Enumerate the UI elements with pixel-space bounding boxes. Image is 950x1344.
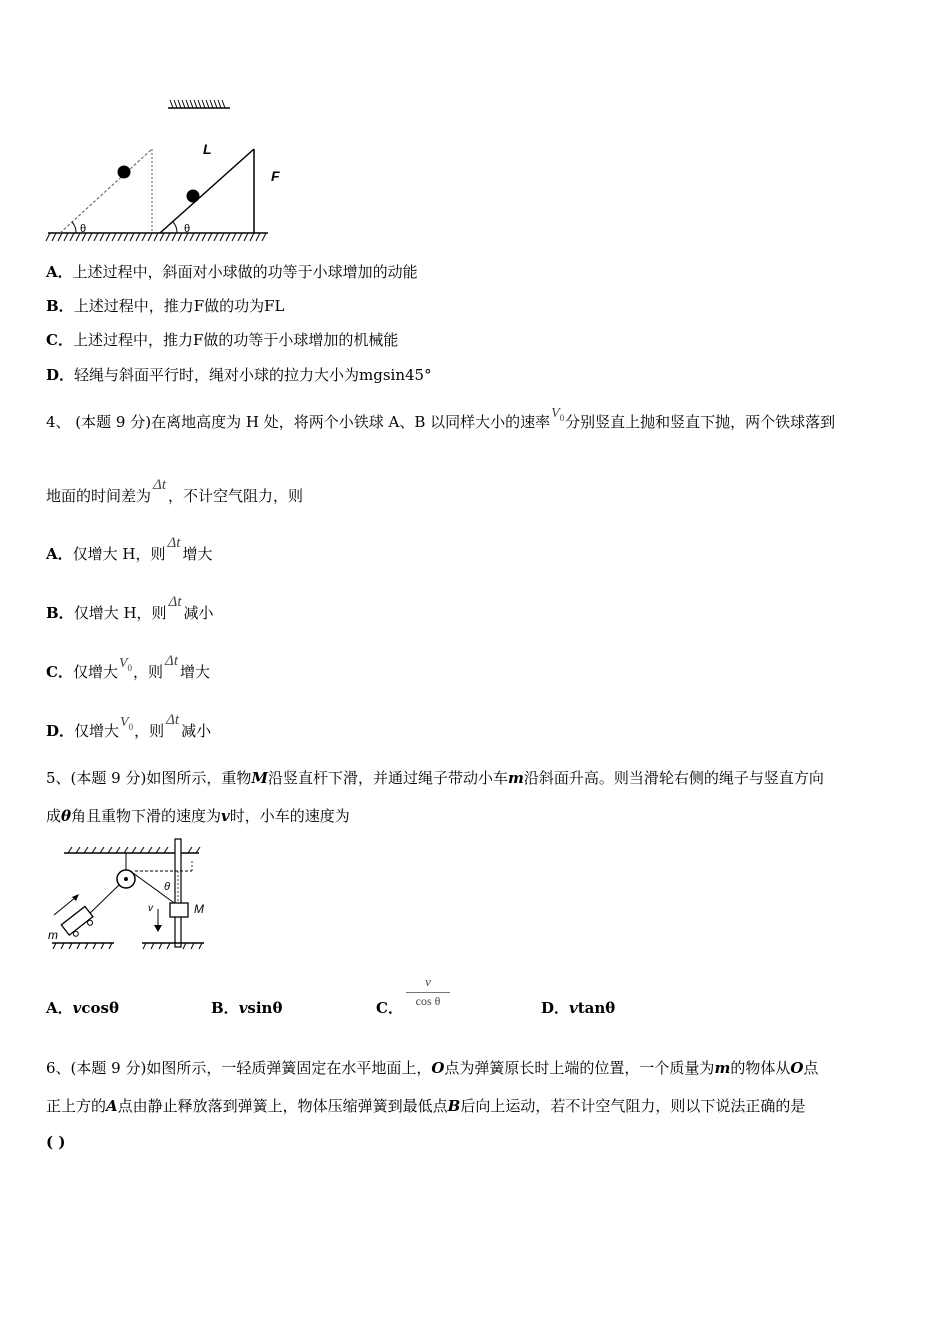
q4-option-a: A．仅增大 H，则Δt增大 bbox=[46, 535, 213, 563]
q3-option-a: A．上述过程中，斜面对小球做的功等于小球增加的动能 bbox=[46, 263, 418, 281]
incline-figure bbox=[40, 95, 280, 250]
q6-answer-blank: ( ) bbox=[46, 1133, 66, 1151]
svg-text:M: M bbox=[194, 902, 204, 916]
q5-option-c: C． bbox=[376, 999, 403, 1017]
ball-final bbox=[187, 190, 200, 203]
q3-option-c: C．上述过程中，推力F做的功等于小球增加的机械能 bbox=[46, 331, 399, 349]
svg-text:θ: θ bbox=[164, 881, 170, 893]
svg-text:v: v bbox=[148, 903, 153, 914]
q5-option-c-fraction: v cos θ bbox=[406, 974, 450, 1009]
svg-text:θ: θ bbox=[184, 223, 191, 235]
q3-option-b: B．上述过程中，推力F做的功为FL bbox=[46, 297, 285, 315]
q4-option-b: B．仅增大 H，则Δt减小 bbox=[46, 594, 214, 622]
q4-stem-line1: 4、 (本题 9 分)在离地高度为 H 处，将两个小铁球 A、B 以同样大小的速率$V_0$分别竖直上抛和竖直下抛，两个铁球落到 bbox=[46, 406, 836, 431]
q5-stem-line2: 成θ角且重物下滑的速度为v时，小车的速度为 bbox=[46, 807, 350, 825]
pulley-figure bbox=[44, 835, 214, 957]
q5-stem-line1: 5、(本题 9 分)如图所示，重物M沿竖直杆下滑，并通过绳子带动小车m沿斜面升高。则当滑轮右侧的绳子与竖直方向 bbox=[46, 769, 824, 787]
q5-option-a: A．vcosθ bbox=[46, 999, 119, 1017]
ball-initial bbox=[118, 166, 131, 179]
q4-option-c: C．仅增大$V_0$，则Δt增大 bbox=[46, 653, 211, 681]
q4-stem-line2: 地面的时间差为Δt，不计空气阻力，则 bbox=[46, 477, 304, 505]
label-L: L bbox=[203, 141, 212, 157]
q6-stem-line1: 6、(本题 9 分)如图所示，一轻质弹簧固定在水平地面上，O点为弹簧原长时上端的位置，一个质量为m的物体从O点 bbox=[46, 1059, 819, 1077]
label-F: F bbox=[271, 168, 280, 184]
q3-option-d: D．轻绳与斜面平行时，绳对小球的拉力大小为mgsin45° bbox=[46, 366, 432, 384]
q5-option-d: D．vtanθ bbox=[541, 999, 616, 1017]
svg-text:m: m bbox=[48, 928, 58, 942]
svg-text:θ: θ bbox=[80, 223, 87, 235]
q4-option-d: D．仅增大$V_0$，则Δt减小 bbox=[46, 712, 212, 740]
q6-stem-line2: 正上方的A点由静止释放落到弹簧上，物体压缩弹簧到最低点B后向上运动，若不计空气阻力，则以下说法正确的是 bbox=[46, 1097, 806, 1115]
q5-option-b: B．vsinθ bbox=[211, 999, 283, 1017]
